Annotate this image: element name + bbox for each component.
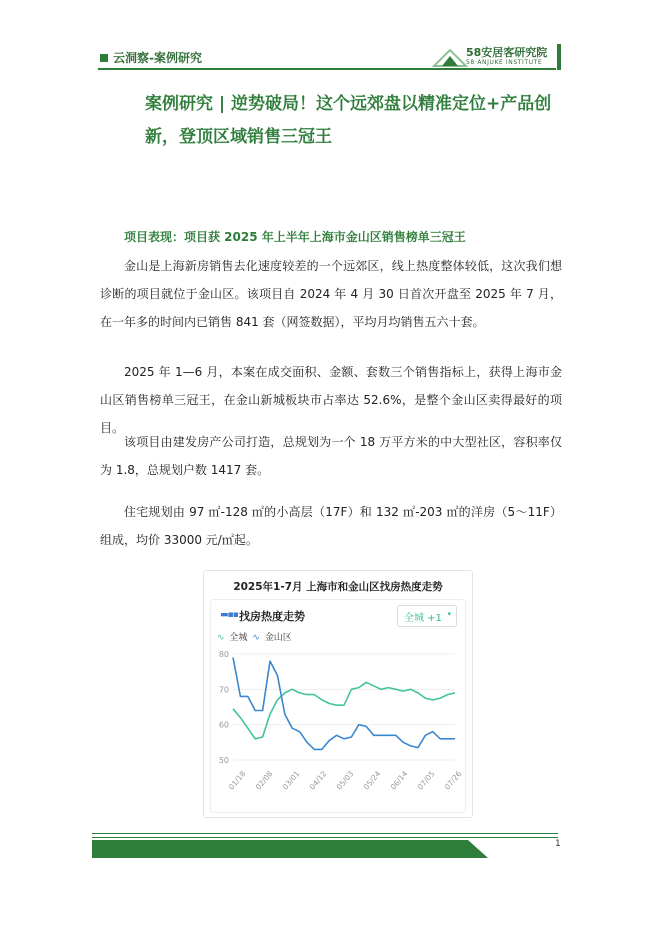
- chart-panel: [210, 599, 466, 813]
- header-section-label: 云洞察-案例研究: [113, 51, 202, 65]
- x-tick-label: 07/05: [415, 769, 437, 792]
- logo-subtitle: 58·ANJUKE INSTITUTE: [466, 59, 543, 66]
- trend-label: 找房热度走势: [239, 610, 305, 623]
- header-square-marker: [100, 54, 108, 62]
- line-chart: [211, 646, 465, 812]
- x-tick-label: 07/26: [442, 769, 464, 792]
- page-title: 案例研究 | 逆势破局！这个远郊盘以精准定位+产品创新，登顶区域销售三冠王: [145, 94, 552, 147]
- x-tick-label: 02/08: [253, 769, 275, 792]
- footer-divider-bottom: [92, 837, 558, 838]
- page-number: 1: [555, 839, 561, 849]
- paragraph-3: 该项目由建发房产公司打造，总规划为一个 18 万平方米的中大型社区，容积率仅为 1.8，总规划户数 1417 套。: [100, 435, 562, 477]
- section-heading: 项目表现：项目获 2025 年上半年上海市金山区销售榜单三冠王: [124, 230, 466, 244]
- paragraph-2: 2025 年 1—6 月，本案在成交面积、金额、套数三个销售指标上，获得上海市金山区销售榜单三冠王，在金山新城板块市占率达 52.6%，是整个金山区卖得最好的项目。: [100, 365, 562, 435]
- paragraph-1: 金山是上海新房销售去化速度较差的一个远郊区，线上热度整体较低，这次我们想诊断的项目就位于金山区。该项目自 2024 年 4 月 30 日首次开盘至 2025 年 7 月，在一年多的时间内已销售 841 套（网签数据），平均月均销售五六十套。: [100, 259, 562, 329]
- legend-wave-icon-city: ∿: [217, 633, 225, 643]
- chart-legend: [217, 630, 294, 643]
- chart-title: 2025年1-7月 上海市和金山区找房热度走势: [233, 581, 443, 593]
- x-tick-label: 05/03: [334, 769, 356, 792]
- footer-green-bar: [92, 840, 468, 858]
- y-tick-label: 50: [218, 756, 229, 765]
- x-tick-label: 03/01: [280, 769, 302, 792]
- city-select-value: 全城 +1: [404, 613, 442, 624]
- footer-green-bar-tail: [468, 840, 488, 858]
- x-tick-label: 04/12: [307, 769, 329, 792]
- city-select-dropdown[interactable]: [397, 605, 457, 627]
- legend-label-city: 全城: [229, 633, 248, 643]
- x-tick-label: 06/14: [388, 769, 410, 792]
- trend-bars-icon: ▬▪▪: [220, 610, 238, 620]
- logo-name: 58安居客研究院: [466, 46, 548, 59]
- legend-wave-icon-jinshan: ∿: [252, 633, 260, 643]
- paragraph-4: 住宅规划由 97 ㎡-128 ㎡的小高层（17F）和 132 ㎡-203 ㎡的洋房（5～11F）组成，均价 33000 元/㎡起。: [100, 505, 562, 547]
- x-tick-label: 01/18: [226, 769, 248, 792]
- y-tick-label: 70: [218, 685, 229, 695]
- footer-divider-top: [92, 833, 558, 834]
- header-vertical-bar: [557, 44, 561, 70]
- chevron-down-icon: ▾: [447, 610, 451, 618]
- y-tick-label: 60: [218, 720, 229, 730]
- y-tick-label: 80: [218, 650, 229, 659]
- legend-label-jinshan: 金山区: [264, 633, 292, 643]
- x-tick-label: 05/24: [361, 769, 383, 792]
- chart-card: [203, 570, 473, 818]
